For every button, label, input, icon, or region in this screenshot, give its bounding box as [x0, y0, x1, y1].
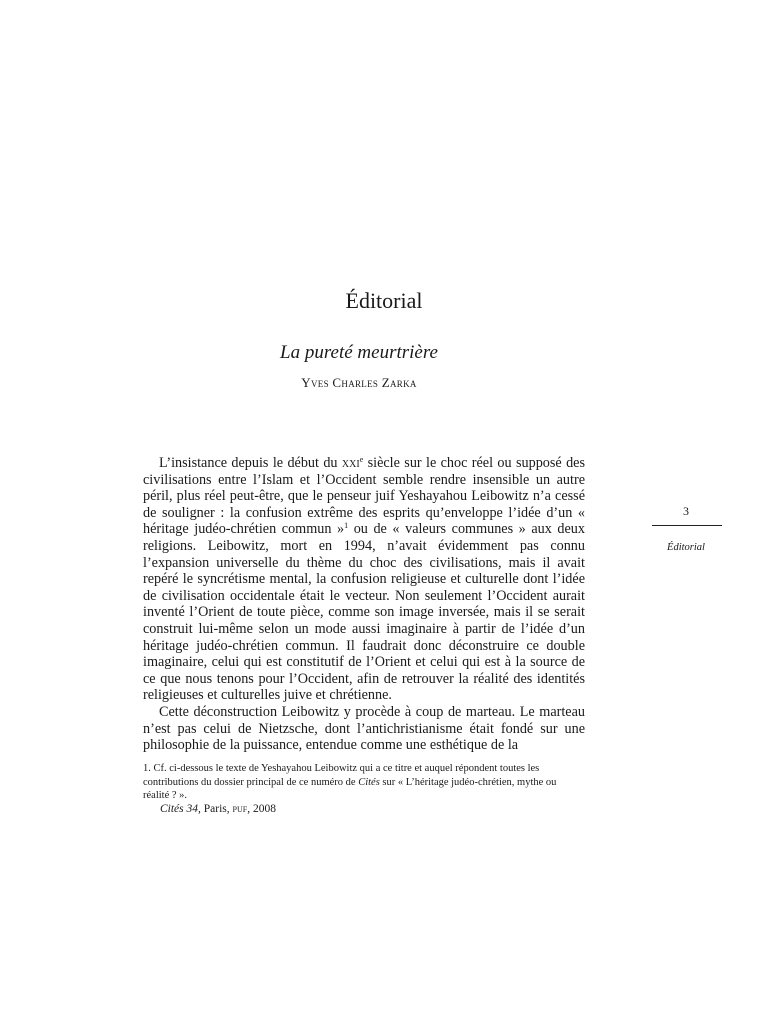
paragraph-1: L’insistance depuis le début du xxi$^e$ siècle sur le choc réel ou supposé des civilisations entre l’Islam et l’Occident semble rendre insensible un autre péril, plus réel peut-être, que le penseur juif Yeshayahou Leibowitz n’a cessé de souligner : la confusion extrême des esprits qu’enveloppe l’idée d’un « héritage judéo-chrétien commun »$^1$ ou de « valeurs communes » aux deux religions. Leibowitz, mort en 1994, n’avait évidemment pas connu l’expansion universelle du thème du choc des civilisations, mais il avait repéré le syncrétisme mental, la confusion religieuse et culturelle dont l’idée de civilisation occidentale était le vecteur. Non seulement l’Occident aurait inventé l’Orient de toute pièce, comme son image inversée, mais il se serait construit lui-même selon un mode aussi imaginaire à partir de l’idée d’un héritage judéo-chrétien commun. Il faudrait donc déconstruire ce double imaginaire, celui qui est constitutif de l’Orient et celui qui est à la source de ce que nous tenons pour l’Occident, afin de retrouver la réalité des identités religieuses et culturelles juive et chrétienne. — [143, 455, 585, 704]
article-subtitle: La pureté meurtrière — [280, 342, 438, 363]
author-name: Yves Charles Zarka — [301, 375, 417, 390]
page-number: 3 — [683, 504, 689, 518]
citation-journal: Cités 34, — [160, 803, 201, 815]
margin-divider — [652, 525, 722, 526]
century-numeral: xxi — [341, 455, 360, 471]
century-suffix: e — [359, 455, 364, 464]
page-title: Éditorial — [345, 288, 423, 313]
section-label: Éditorial — [667, 542, 705, 553]
article-body — [143, 455, 585, 754]
footnote: 1. Cf. ci-dessous le texte de Yeshayahou Leibowitz qui a ce titre et auquel répondent toutes les contributions du dossier principal de ce numéro de Cités sur « L’héritage judéo-chrétien, mythe ou réalité ? ». — [143, 763, 557, 801]
footnote-journal: Cités — [358, 776, 380, 788]
paragraph-2: Cette déconstruction Leibowitz y procède à coup de marteau. Le marteau n’est pas celui de Nietzsche, dont l’antichristianisme était fondé sur une philosophie de la puissance, entendue comme une esthétique de la — [143, 703, 585, 754]
footnote-number: 1. — [143, 763, 151, 774]
journal-citation: Cités 34, Paris, puf, 2008 — [160, 803, 276, 815]
footnote-reference: 1 — [344, 521, 349, 531]
citation-publisher: puf — [232, 803, 248, 815]
